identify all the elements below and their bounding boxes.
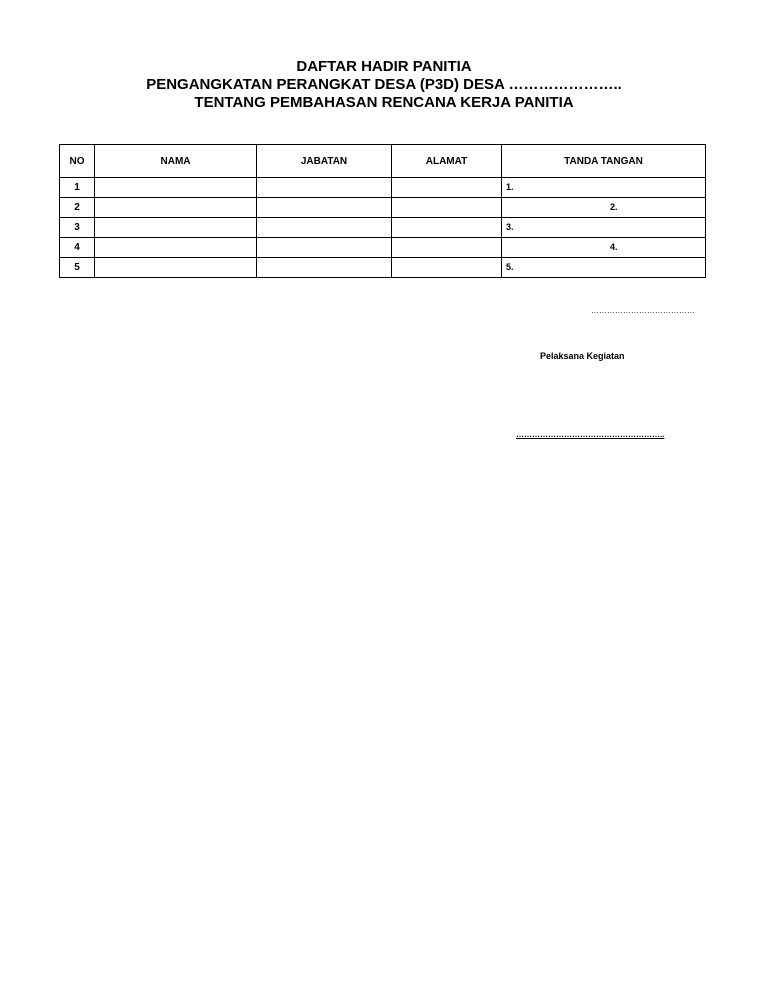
row-number: 5 bbox=[60, 258, 95, 278]
jabatan-cell bbox=[257, 198, 392, 218]
column-header-jabatan: JABATAN bbox=[257, 145, 392, 178]
signature-cell bbox=[502, 238, 706, 258]
document-title-block bbox=[0, 58, 768, 112]
document-subtitle-committee: PENGANGKATAN PERANGKAT DESA (P3D) DESA ………………….. bbox=[146, 76, 622, 93]
nama-cell bbox=[95, 218, 257, 238]
signature-number: 5. bbox=[506, 262, 514, 272]
signature-number: 4. bbox=[610, 242, 618, 252]
signer-name-line: ……………………………………………….. bbox=[516, 430, 665, 439]
column-header-nama: NAMA bbox=[95, 145, 257, 178]
jabatan-cell bbox=[257, 258, 392, 278]
signature-cell bbox=[502, 178, 706, 198]
signature-cell bbox=[502, 198, 706, 218]
signature-cell bbox=[502, 258, 706, 278]
alamat-cell bbox=[392, 178, 502, 198]
signature-cell bbox=[502, 218, 706, 238]
row-number: 3 bbox=[60, 218, 95, 238]
table-row bbox=[60, 178, 706, 198]
signature-number: 3. bbox=[506, 222, 514, 232]
row-number: 1 bbox=[60, 178, 95, 198]
alamat-cell bbox=[392, 218, 502, 238]
nama-cell bbox=[95, 238, 257, 258]
document-title: DAFTAR HADIR PANITIA bbox=[296, 58, 472, 75]
row-number: 4 bbox=[60, 238, 95, 258]
alamat-cell bbox=[392, 238, 502, 258]
table-row bbox=[60, 218, 706, 238]
column-header-alamat: ALAMAT bbox=[392, 145, 502, 178]
row-number: 2 bbox=[60, 198, 95, 218]
table-row bbox=[60, 238, 706, 258]
alamat-cell bbox=[392, 258, 502, 278]
table-header-row bbox=[60, 145, 706, 178]
document-subtitle-topic: TENTANG PEMBAHASAN RENCANA KERJA PANITIA bbox=[194, 94, 574, 111]
nama-cell bbox=[95, 258, 257, 278]
nama-cell bbox=[95, 178, 257, 198]
place-date-line: ………………………………… bbox=[591, 306, 695, 315]
table-row bbox=[60, 198, 706, 218]
signature-number: 2. bbox=[610, 202, 618, 212]
column-header-tanda-tangan: TANDA TANGAN bbox=[502, 145, 706, 178]
nama-cell bbox=[95, 198, 257, 218]
attendance-table bbox=[59, 144, 706, 278]
table-row bbox=[60, 258, 706, 278]
jabatan-cell bbox=[257, 238, 392, 258]
jabatan-cell bbox=[257, 218, 392, 238]
signer-role: Pelaksana Kegiatan bbox=[540, 351, 625, 361]
signature-number: 1. bbox=[506, 182, 514, 192]
column-header-no: NO bbox=[60, 145, 95, 178]
jabatan-cell bbox=[257, 178, 392, 198]
alamat-cell bbox=[392, 198, 502, 218]
